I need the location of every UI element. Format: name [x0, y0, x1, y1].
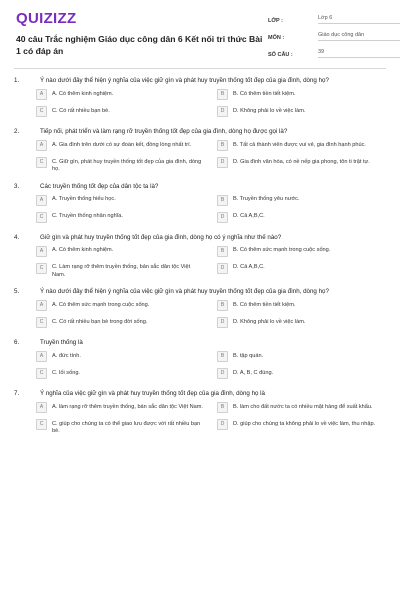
option-text: C. Truyền thống nhân nghĩa. [52, 213, 123, 219]
option-text: C. Làm rạng rỡ thêm truyền thống, bản sắc dân tộc Việt Nam. [52, 264, 191, 278]
question-item [14, 234, 386, 280]
option-letter-badge: B [217, 402, 228, 413]
answer-option[interactable] [36, 369, 205, 381]
answer-option[interactable] [217, 420, 386, 436]
option-text: C. Có rất nhiều bạn bè. [52, 107, 110, 114]
answer-option[interactable] [217, 141, 386, 153]
option-text: B. Có thêm sức mạnh trong cuộc sống. [233, 247, 331, 253]
question-item [14, 339, 386, 381]
option-letter-badge: B [217, 300, 228, 311]
option-text: B. làm cho đất nước ta có nhiều mặt hàng để xuất khẩu. [233, 403, 373, 410]
question-header [14, 77, 386, 85]
option-letter-badge: A [36, 140, 47, 151]
option-letter-badge: C [36, 106, 47, 117]
option-text: A. Có thêm kinh nghiệm. [52, 90, 114, 97]
meta-row-subject [268, 27, 400, 41]
answer-option[interactable] [36, 158, 205, 174]
answer-option[interactable] [36, 264, 205, 280]
option-letter-badge: A [36, 246, 47, 257]
answer-options [14, 196, 386, 225]
option-letter-badge: A [36, 402, 47, 413]
answer-option[interactable] [36, 141, 205, 153]
answer-option[interactable] [217, 247, 386, 259]
option-text: D. A, B, C đúng. [233, 369, 274, 376]
option-text: C. Có rất nhiều bạn bè trong đời sống. [52, 318, 148, 325]
option-text: A. Gia đình trên dưới có sự đoàn kết, đồng lòng nhất trí. [52, 141, 192, 148]
option-letter-badge: A [36, 195, 47, 206]
question-number: 3. [14, 182, 20, 190]
question-header [14, 288, 386, 296]
meta-row-count [268, 44, 400, 58]
option-text: A. đức tính. [52, 352, 81, 359]
answer-option[interactable] [217, 107, 386, 119]
meta-value: Giáo dục công dân [318, 32, 400, 41]
answer-option[interactable] [36, 318, 205, 330]
option-letter-badge: B [217, 89, 228, 100]
answer-option[interactable] [36, 247, 205, 259]
option-letter-badge: D [217, 317, 228, 328]
answer-option[interactable] [36, 90, 205, 102]
option-letter-badge: A [36, 300, 47, 311]
answer-option[interactable] [217, 352, 386, 364]
option-text: D. Cả A,B,C. [233, 213, 265, 219]
answer-options [14, 352, 386, 381]
answer-options [14, 90, 386, 119]
question-text: Ý nào dưới đây thể hiện ý nghĩa của việc giữ gìn và phát huy truyền thống tốt đẹp của gia đình, dòng họ? [40, 288, 329, 295]
option-text: B. Truyền thống yêu nước. [233, 196, 300, 202]
option-letter-badge: C [36, 317, 47, 328]
option-letter-badge: A [36, 89, 47, 100]
question-text: Ý nghĩa của việc giữ gìn và phát huy truyền thống tốt đẹp của gia đình, dòng họ là [40, 390, 265, 397]
question-number: 5. [14, 288, 20, 295]
question-item [14, 288, 386, 330]
option-text: D. Gia đình văn hóa, có nề nếp gia phong, tôn ti trật tự. [233, 158, 370, 165]
answer-option[interactable] [217, 90, 386, 102]
answer-options [14, 403, 386, 436]
option-letter-badge: C [36, 157, 47, 168]
option-letter-badge: B [217, 140, 228, 151]
answer-option[interactable] [36, 301, 205, 313]
answer-option[interactable] [36, 403, 205, 415]
question-text: Ý nào dưới đây thể hiện ý nghĩa của việc giữ gìn và phát huy truyền thống tốt đẹp của gia đình, dòng họ? [40, 77, 329, 84]
question-header [14, 390, 386, 398]
answer-option[interactable] [217, 158, 386, 174]
option-text: D. Không phải lo về việc làm. [233, 318, 306, 325]
question-item [14, 183, 386, 225]
option-text: B. Có thêm tiền tiết kiệm. [233, 301, 296, 308]
option-letter-badge: B [217, 246, 228, 257]
question-header [14, 234, 386, 242]
answer-option[interactable] [217, 196, 386, 208]
question-item [14, 128, 386, 174]
option-text: A. Có thêm kinh nghiệm. [52, 247, 114, 253]
option-text: D. Không phải lo về việc làm. [233, 107, 306, 114]
question-text: Giữ gìn và phát huy truyền thống tốt đẹp của gia đình, dòng họ có ý nghĩa như thế nào? [40, 233, 282, 241]
option-letter-badge: C [36, 368, 47, 379]
option-letter-badge: D [217, 157, 228, 168]
option-letter-badge: C [36, 212, 47, 223]
question-number: 6. [14, 339, 20, 346]
question-number: 2. [14, 128, 20, 135]
meta-label: SỐ CÂU : [268, 52, 293, 58]
option-text: A. làm rạng rỡ thêm truyền thống, bản sắc dân tộc Việt Nam. [52, 403, 203, 410]
option-letter-badge: D [217, 419, 228, 430]
question-text: Tiếp nối, phát triển và làm rạng rỡ truyền thống tốt đẹp của gia đình, dòng họ được gọi là? [40, 128, 288, 135]
answer-options [14, 301, 386, 330]
option-text: A. Có thêm sức mạnh trong cuộc sống. [52, 301, 150, 308]
question-number: 7. [14, 390, 20, 397]
question-header [14, 339, 386, 347]
option-text: D. giúp cho chúng ta không phải lo về việc làm, thu nhập. [233, 420, 376, 427]
meta-label: LỚP : [268, 18, 283, 24]
answer-option[interactable] [217, 403, 386, 415]
answer-option[interactable] [36, 352, 205, 364]
question-text: Truyền thống là [40, 339, 83, 346]
answer-option[interactable] [36, 107, 205, 119]
answer-option[interactable] [36, 420, 205, 436]
meta-row-grade [268, 10, 400, 24]
question-header [14, 128, 386, 136]
answer-option[interactable] [217, 318, 386, 330]
option-text: C. giúp cho chúng ta có thể giao lưu được với rất nhiều bạn bè. [52, 420, 201, 434]
option-letter-badge: B [217, 351, 228, 362]
option-letter-badge: D [217, 368, 228, 379]
option-letter-badge: C [36, 419, 47, 430]
meta-label: MÔN : [268, 35, 285, 41]
question-item [14, 77, 386, 119]
question-text: Các truyền thống tốt đẹp của dân tộc ta là? [40, 182, 159, 190]
option-letter-badge: B [217, 195, 228, 206]
worksheet-header [14, 0, 386, 69]
question-item [14, 390, 386, 436]
worksheet-meta [268, 10, 400, 61]
option-letter-badge: C [36, 263, 47, 274]
option-text: B. Có thêm tiền tiết kiệm. [233, 90, 296, 97]
question-number: 4. [14, 233, 20, 241]
option-letter-badge: D [217, 106, 228, 117]
answer-options [14, 247, 386, 280]
option-letter-badge: D [217, 212, 228, 223]
answer-options [14, 141, 386, 174]
answer-option[interactable] [217, 301, 386, 313]
answer-option[interactable] [36, 196, 205, 208]
option-text: A. Truyền thống hiếu học. [52, 196, 116, 202]
question-number: 1. [14, 77, 20, 84]
page-title: 40 câu Trắc nghiệm Giáo dục công dân 6 Kết nối tri thức Bài 1 có đáp án [16, 34, 263, 56]
question-header [14, 183, 386, 191]
answer-option[interactable] [217, 369, 386, 381]
option-text: B. tập quán. [233, 352, 264, 359]
answer-option[interactable] [36, 213, 205, 225]
option-letter-badge: D [217, 263, 228, 274]
option-text: B. Tất cả thành viên được vui vẻ, gia đình hạnh phúc. [233, 141, 366, 148]
meta-value: Lớp 6 [318, 15, 400, 24]
question-list [14, 69, 386, 436]
answer-option[interactable] [217, 213, 386, 225]
option-text: D. Cả A,B,C. [233, 264, 265, 270]
meta-value: 39 [318, 49, 400, 58]
option-text: C. lối sống. [52, 369, 80, 376]
option-text: C. Giữ gìn, phát huy truyền thống tốt đẹp của gia đình, dòng họ. [52, 158, 202, 172]
answer-option[interactable] [217, 264, 386, 280]
option-letter-badge: A [36, 351, 47, 362]
quizizz-logo: QUIZIZZ [16, 10, 77, 27]
